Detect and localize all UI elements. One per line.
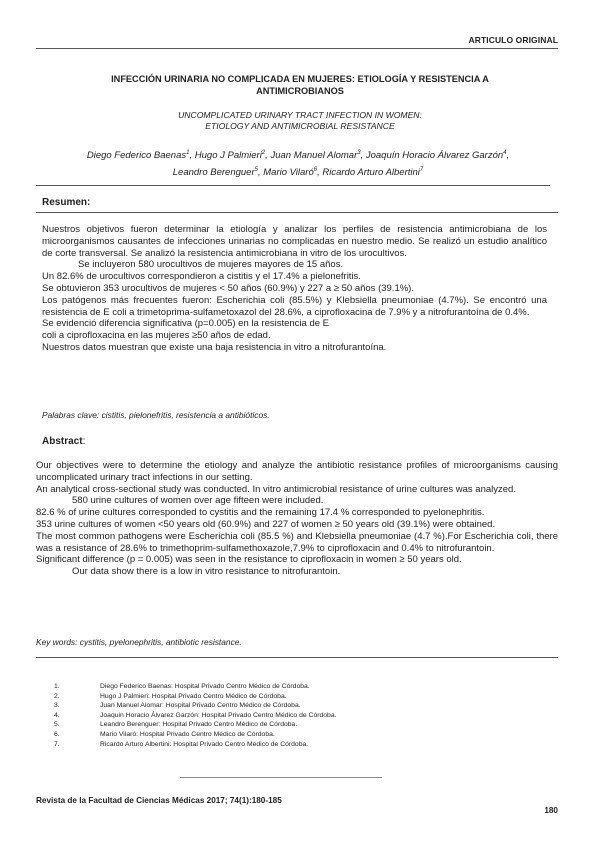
paragraph: Se evidenció diferencia significativa (p=0.005) en la resistencia de E: [42, 318, 330, 330]
article-subtitle: [60, 110, 540, 132]
affiliation-number: 2.: [54, 692, 60, 700]
affiliation-number: 3.: [54, 702, 60, 710]
affiliation-item: [54, 701, 337, 711]
author-affiliation-marker: 4: [503, 150, 507, 156]
abstract-body: [36, 460, 558, 578]
paragraph: Nuestros datos muestran que existe una baja resistencia in vitro a nitrofurantoína.: [42, 341, 387, 353]
affiliation-item: [54, 692, 337, 702]
affiliation-text: Diego Federico Baenas: Hospital Privado Centro Médico de Córdoba.: [100, 683, 310, 690]
abstract-heading-colon: :: [82, 436, 86, 447]
author-affiliation-marker: 5: [254, 167, 258, 174]
authors-rule: [36, 185, 550, 186]
paragraph: Nuestros objetivos fueron determinar la etiología y analizar los perfiles de resistencia antimicrobiana de los microorganismos causantes de infecciones urinarias no complicadas en nuestro medio. Se realizó un estudio analítico de corte transversal. Se analizó la resistencia antimicrobiana in vitro de los urocultivos.: [42, 224, 547, 259]
affiliation-item: [54, 730, 337, 740]
paragraph: Un 82.6% de urocultivos correspondieron a cistitis y el 17.4% a pielonefritis.: [42, 271, 361, 283]
affiliation-number: 7.: [54, 740, 60, 748]
paragraph: 82.6 % of urine cultures corresponded to cystitis and the remaining 17.4 % corresponded to pyelonephritis.: [36, 507, 485, 519]
title-line: ANTIMICROBIANOS: [256, 86, 344, 96]
journal-citation: Revista de la Facultad de Ciencias Médicas 2017; 74(1):180-185: [36, 796, 282, 805]
affiliation-number: 6.: [54, 730, 60, 738]
affiliation-item: [54, 682, 337, 692]
section-label: ARTICULO ORIGINAL: [468, 35, 558, 45]
keywords-rule: [36, 657, 558, 658]
page-number: 180: [544, 806, 558, 815]
author-line: [36, 163, 560, 180]
affiliation-number: 1.: [54, 683, 60, 690]
paragraph: Our objectives were to determine the etiology and analyze the antibiotic resistance profiles of microorganisms causing uncomplicated urinary tract infections in our setting.: [36, 460, 558, 483]
author-affiliation-marker: 1: [186, 150, 190, 156]
paragraph: Los patógenos más frecuentes fueron: Escherichia coli (85.5%) y Klebsiella pneumoniae (4.7%). Se encontró una resistencia de E coli a trimetoprima-sulfametoxazol del 28.6%, a ciprofloxacina de 7.9% y a nitrofurantoína de 0.4%.: [42, 294, 547, 318]
author-name: , Ricardo Arturo Albertini: [317, 167, 420, 179]
author-affiliation-marker: 3: [357, 150, 361, 156]
article-title: [60, 73, 540, 97]
paragraph: Our data show there is a low in vitro resistance to nitrofurantoin.: [72, 566, 341, 578]
subtitle-line: ETIOLOGY AND ANTIMICROBIAL RESISTANCE: [205, 121, 395, 131]
author-name: ,: [506, 150, 510, 162]
resumen-body: [42, 224, 547, 354]
paragraph: Se incluyeron 580 urocultivos de mujeres mayores de 15 años.: [78, 259, 344, 271]
abstract-heading-text: Abstract: [42, 436, 83, 447]
affiliation-text: Ricardo Arturo Albertini: Hospital Privado Centro Médico de Córdoba.: [100, 740, 309, 748]
paragraph: An analytical cross-sectional study was conducted. In vitro antimicrobial resistance of urine cultures was analyzed.: [36, 483, 516, 495]
affiliation-text: Juan Manuel Alomar: Hospital Privado Centro Médico de Córdoba.: [100, 702, 301, 710]
affiliation-text: Joaquin Horacio Álvarez Garzón: Hospital Privado Centro Médico de Córdoba.: [100, 711, 337, 719]
abstract-heading: [42, 436, 85, 447]
affiliation-text: Mario Vilaró: Hospital Privado Centro Médico de Córdoba.: [100, 730, 275, 738]
author-affiliation-marker: 2: [261, 150, 266, 156]
affiliation-item: [54, 711, 337, 721]
author-name: , Hugo J Palmieri: [189, 150, 262, 162]
paragraph: Se obtuvieron 353 urocultivos de mujeres < 50 años (60.9%) y 227 a ≥ 50 años (39.1%).: [42, 282, 414, 294]
subtitle-line: UNCOMPLICATED URINARY TRACT INFECTION IN WOMEN:: [178, 110, 422, 120]
author-name: Leandro Berenguer: [172, 167, 255, 179]
paragraph: 353 urine cultures of women <50 years old (60.9%) and 227 of women ≥ 50 years old (39.1%) were obtained.: [36, 518, 496, 530]
abstract-keywords: Key words: cystitis, pyelonephritis, antibiotic resistance.: [36, 637, 242, 647]
paragraph: 580 urine cultures of women over age fifteen were included.: [72, 495, 324, 507]
author-name: , Mario Vilaró: [257, 167, 314, 179]
resumen-rule: [36, 212, 558, 213]
affiliation-item: [54, 740, 337, 750]
author-list: [36, 146, 560, 180]
footer-rule: [180, 777, 382, 778]
author-name: , Juan Manuel Alomar: [265, 150, 358, 162]
title-line: INFECCIÓN URINARIA NO COMPLICADA EN MUJERES: ETIOLOGÍA Y RESISTENCIA A: [111, 74, 489, 84]
author-affiliation-marker: 6: [313, 167, 318, 174]
author-affiliation-marker: 7: [419, 167, 424, 174]
header-rule: [36, 48, 558, 49]
affiliation-number: 5.: [54, 721, 60, 729]
affiliation-list: [54, 682, 337, 749]
affiliation-text: Leandro Berenguer: Hospital Privado Centro Médico de Córdoba.: [100, 721, 298, 729]
author-name: , Joaquín Horacio Álvarez Garzón: [360, 150, 504, 162]
affiliation-item: [54, 720, 337, 730]
affiliation-number: 4.: [54, 711, 60, 719]
paragraph: Significant difference (p = 0.005) was seen in the resistance to ciprofloxacin in women ≥ 50 years old.: [36, 554, 462, 566]
paragraph: The most common pathogens were Escherichia coli (85.5 %) and Klebsiella pneumoniae (4.7 %).For Escherichia coli, there was a resistance of 28.6% to trimethoprim-sulfamethoxazole,7.9% to ciprofloxacin and 0.4% to nitrofurantoin.: [36, 530, 558, 554]
resumen-keywords: Palabras clave: cistitis, pielonefritis, resistencia a antibióticos.: [42, 410, 270, 420]
author-name: Diego Federico Baenas: [86, 150, 187, 162]
resumen-heading: Resumen:: [42, 197, 91, 208]
paragraph: coli a ciprofloxacina en las mujeres ≥50 años de edad.: [42, 330, 271, 342]
affiliation-text: Hugo J Palmieri: Hospital Privado Centro Médico de Córdoba.: [100, 692, 287, 700]
author-line: [36, 146, 560, 163]
